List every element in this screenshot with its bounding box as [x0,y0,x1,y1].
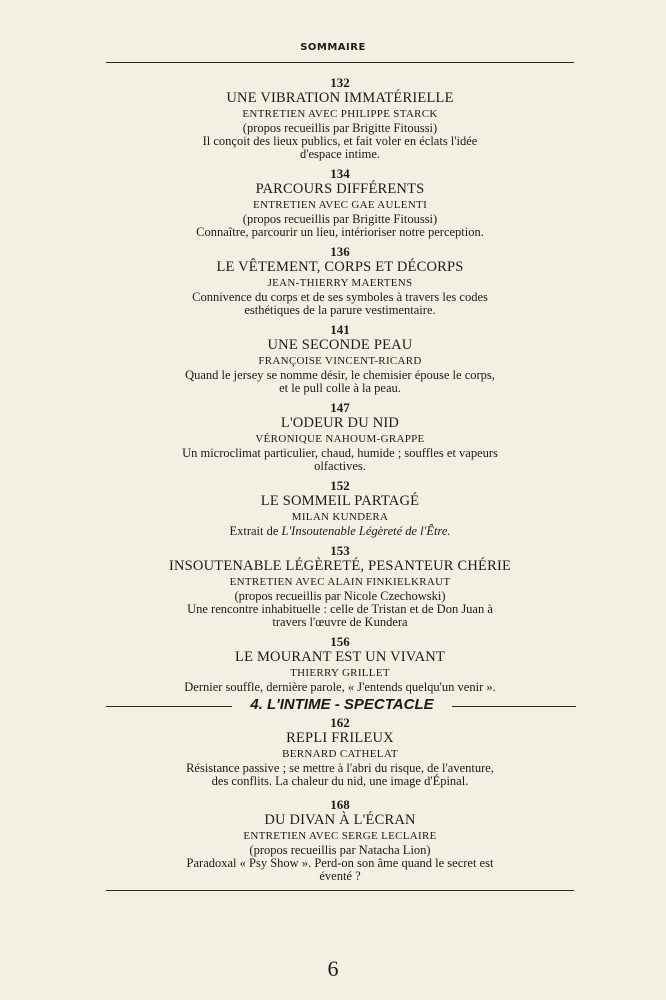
toc-entry [106,167,574,239]
entry-page-number: 134 [330,166,350,181]
entry-author: ENTRETIEN AVEC GAE AULENTI [252,199,428,211]
entry-title: LE MOURANT EST UN VIVANT [235,649,445,665]
entry-title: INSOUTENABLE LÉGÈRETÉ, PESANTEUR CHÉRIE [168,558,512,574]
entry-description [106,844,574,883]
entry-description [106,122,574,161]
toc-entry [106,635,574,694]
desc-line: des conflits. La chaleur du nid, une image d'Épinal. [211,774,469,788]
bottom-rule [106,890,574,891]
entry-author: THIERRY GRILLET [290,667,390,679]
entry-author: BERNARD CATHELAT [282,748,398,760]
entry-title: LE SOMMEIL PARTAGÉ [260,493,420,509]
entry-author: ENTRETIEN AVEC SERGE LECLAIRE [243,830,437,842]
desc-line: esthétiques de la parure vestimentaire. [244,303,436,317]
entry-author: ENTRETIEN AVEC ALAIN FINKIELKRAUT [229,576,451,588]
top-rule [106,62,574,63]
desc-line: Dernier souffle, dernière parole, « J'entends quelqu'un venir ». [184,680,496,694]
page-number: 6 [327,956,339,981]
entry-author: MILAN KUNDERA [291,511,389,523]
desc-prefix: Extrait de [229,524,282,538]
desc-line: olfactives. [314,459,366,473]
entry-page-number: 162 [330,715,350,730]
entry-page-number: 136 [330,244,350,259]
entry-page-number: 168 [330,797,350,812]
toc-entry [106,401,574,473]
entry-title: PARCOURS DIFFÉRENTS [255,181,425,197]
desc-line: Résistance passive ; se mettre à l'abri du risque, de l'aventure, [186,761,494,775]
desc-line: Un microclimat particulier, chaud, humide ; souffles et vapeurs [182,446,498,460]
entry-description [106,213,574,239]
desc-line: Connivence du corps et de ses symboles à travers les codes [192,290,488,304]
desc-line: (propos recueillis par Brigitte Fitoussi) [242,121,438,135]
entry-page-number: 147 [330,400,350,415]
toc-list [106,76,574,700]
toc-entry [106,76,574,161]
desc-line: d'espace intime. [300,147,380,161]
entry-page-number: 153 [330,543,350,558]
desc-line: Connaître, parcourir un lieu, intérioriser notre perception. [196,225,484,239]
entry-page-number: 141 [330,322,350,337]
entry-title: UNE VIBRATION IMMATÉRIELLE [226,90,454,106]
desc-line: Une rencontre inhabituelle : celle de Tristan et de Don Juan à [187,602,493,616]
desc-line: (propos recueillis par Brigitte Fitoussi) [242,212,438,226]
desc-line: et le pull colle à la peau. [279,381,401,395]
toc-entry [106,716,574,788]
desc-line: (propos recueillis par Natacha Lion) [249,843,431,857]
toc-entry [106,479,574,538]
entry-author: VÉRONIQUE NAHOUM-GRAPPE [255,433,425,445]
section-title: 4. L'INTIME - SPECTACLE [250,696,434,713]
desc-line: travers l'œuvre de Kundera [272,615,408,629]
entry-description [106,447,574,473]
desc-line: Paradoxal « Psy Show ». Perd-on son âme quand le secret est [186,856,494,870]
desc-line: éventé ? [319,869,361,883]
page-header: SOMMAIRE [300,42,366,53]
entry-description [106,681,574,694]
entry-author: FRANÇOISE VINCENT-RICARD [258,355,422,367]
entry-description [106,762,574,788]
entry-description [106,369,574,395]
entry-title: DU DIVAN À L'ÉCRAN [264,812,416,828]
entry-page-number: 152 [330,478,350,493]
desc-line: Il conçoit des lieux publics, et fait voler en éclats l'idée [202,134,478,148]
entry-description [106,525,574,538]
section-rule-left [106,706,232,707]
toc-entry [106,245,574,317]
entry-page-number: 132 [330,75,350,90]
entry-description [106,291,574,317]
toc-list-section-4 [106,716,574,889]
toc-entry [106,323,574,395]
entry-title: UNE SECONDE PEAU [267,337,413,353]
entry-page-number: 156 [330,634,350,649]
desc-line: (propos recueillis par Nicole Czechowski) [234,589,446,603]
entry-title: L'ODEUR DU NID [280,415,400,431]
entry-title: LE VÊTEMENT, CORPS ET DÉCORPS [216,259,464,275]
entry-author: ENTRETIEN AVEC PHILIPPE STARCK [242,108,438,120]
toc-entry [106,544,574,629]
book-title: L'Insoutenable Légèreté de l'Être. [281,524,451,538]
section-rule-right [452,706,576,707]
entry-author: JEAN-THIERRY MAERTENS [267,277,413,289]
entry-title: REPLI FRILEUX [286,730,394,746]
desc-line: Quand le jersey se nomme désir, le chemisier épouse le corps, [185,368,495,382]
toc-entry [106,798,574,883]
entry-description [106,590,574,629]
